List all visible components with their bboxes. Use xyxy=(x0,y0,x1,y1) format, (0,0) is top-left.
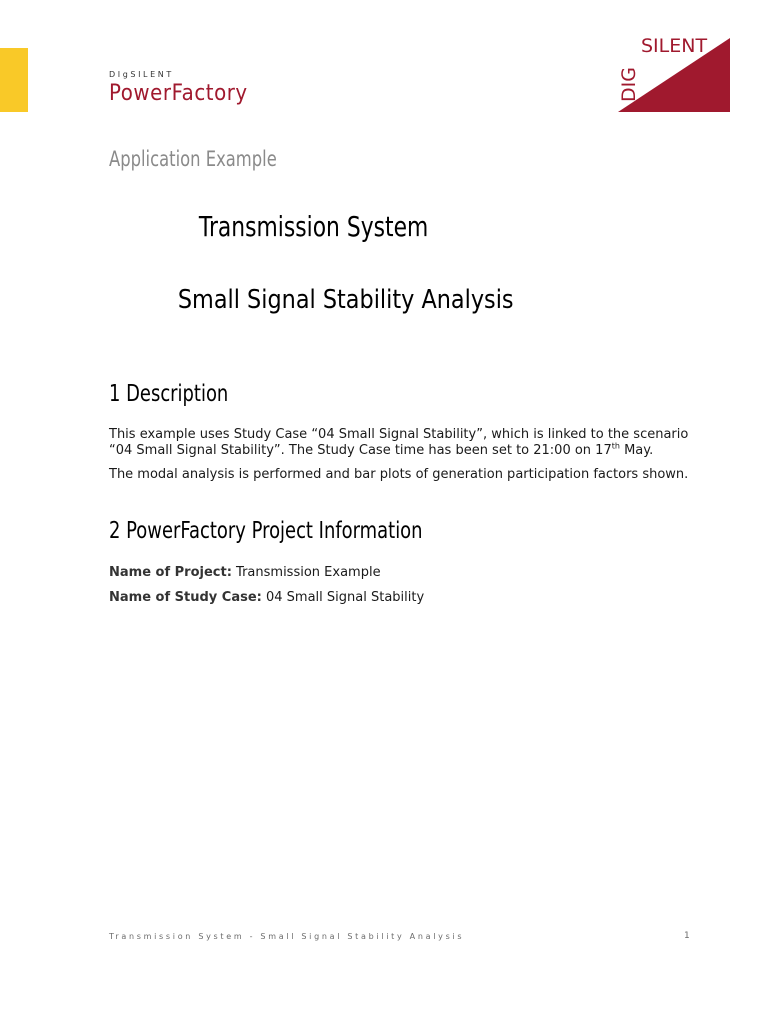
project-name-line xyxy=(109,565,381,580)
study-case-label: Name of Study Case: xyxy=(109,590,262,605)
study-case-value: 04 Small Signal Stability xyxy=(261,590,425,605)
document-category: Application Example xyxy=(109,147,277,171)
footer-title: Transmission System - Small Signal Stability Analysis xyxy=(109,932,465,941)
page-number: 1 xyxy=(684,931,690,941)
section-heading-project-info: 2 PowerFactory Project Information xyxy=(109,518,423,544)
brand-product-name: PowerFactory xyxy=(109,81,248,106)
project-name-label: Name of Project: xyxy=(109,565,232,580)
description-paragraph-1 xyxy=(109,427,709,459)
document-title: Transmission System xyxy=(198,210,429,243)
document-subtitle: Small Signal Stability Analysis xyxy=(177,285,514,315)
study-case-line xyxy=(109,590,424,605)
description-text-end: May. xyxy=(619,443,654,458)
project-name-value: Transmission Example xyxy=(231,565,381,580)
logo-dig-text: DIG xyxy=(618,67,640,102)
section-heading-description: 1 Description xyxy=(109,381,229,407)
ordinal-suffix: th xyxy=(611,441,620,451)
description-paragraph-2: The modal analysis is performed and bar plots of generation participation factors shown. xyxy=(109,467,689,482)
brand-company-name: DIgSILENT xyxy=(109,70,174,79)
logo-silent-text: SILENT xyxy=(641,35,708,57)
yellow-side-tab xyxy=(0,48,28,112)
description-text: This example uses Study Case “04 Small Signal Stability”, which is linked to the scenario “04 Small Signal Stability”. The Study Case time has been set to 21:00 on 17 xyxy=(109,427,689,458)
digsilent-logo xyxy=(616,34,732,114)
